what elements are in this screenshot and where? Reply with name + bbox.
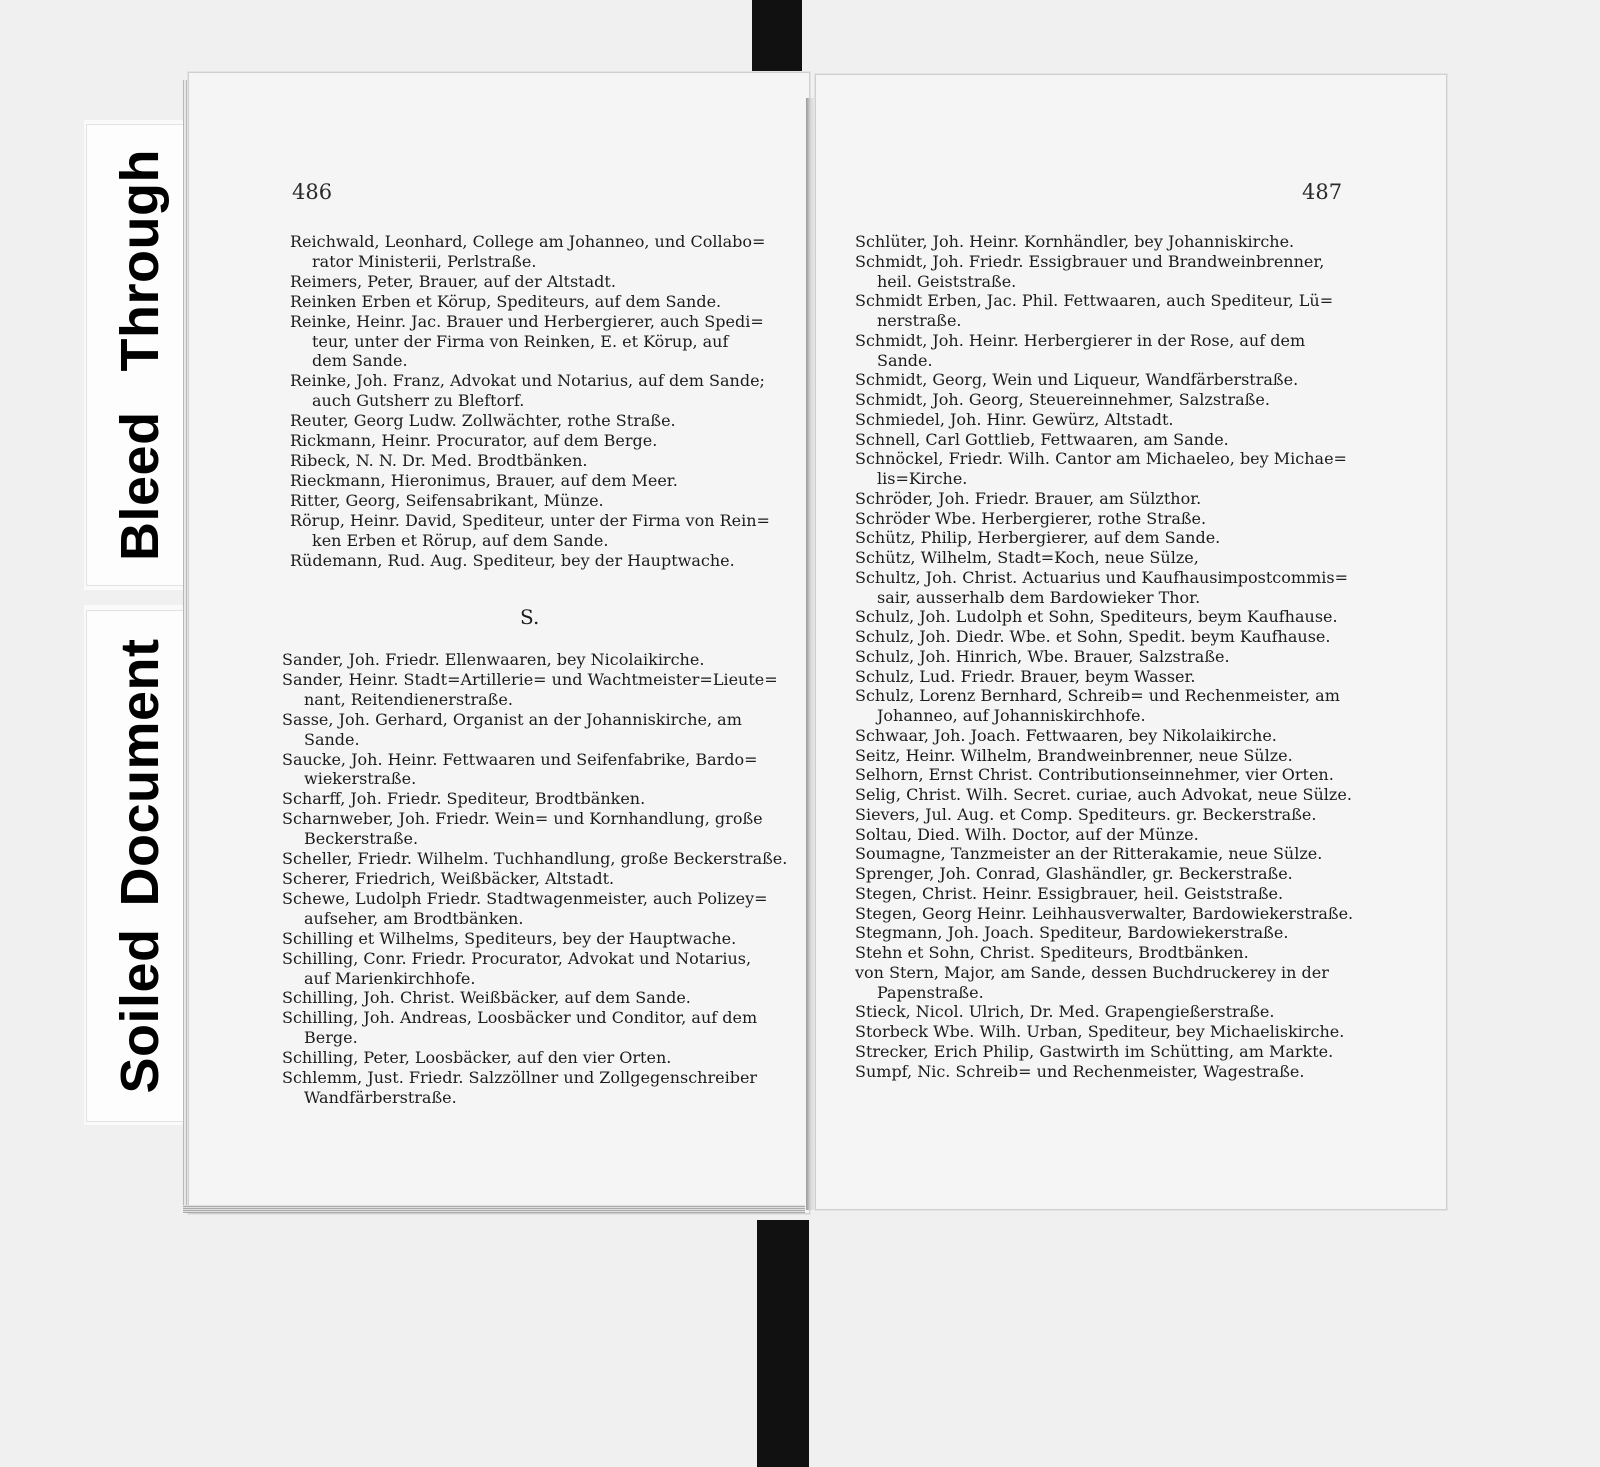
entry: Scherer, Friedrich, Weißbäcker, Altstadt. xyxy=(282,868,615,888)
soiled-document-label xyxy=(86,610,194,1122)
entry: auf Marienkirchhofe. xyxy=(304,968,476,988)
entry: Schütz, Wilhelm, Stadt=Koch, neue Sülze, xyxy=(855,548,1199,567)
entry: rator Ministerii, Perlstraße. xyxy=(312,251,537,271)
entry: Ribeck, N. N. Dr. Med. Brodtbänken. xyxy=(290,450,588,470)
entry: Schilling et Wilhelms, Spediteurs, bey der Hauptwache. xyxy=(282,928,737,948)
entry: Schnöckel, Friedr. Wilh. Cantor am Michaeleo, bey Michae= xyxy=(855,449,1347,469)
page-stack-bottom xyxy=(183,1205,805,1213)
entry: Stegen, Georg Heinr. Leihhausverwalter, Bardowiekerstraße. xyxy=(855,903,1354,923)
bleed-through-label xyxy=(86,124,194,586)
entry: sair, ausserhalb dem Bardowieker Thor. xyxy=(877,587,1201,607)
entry: Schilling, Conr. Friedr. Procurator, Advokat und Notarius, xyxy=(282,948,752,968)
entry: Schulz, Joh. Diedr. Wbe. et Sohn, Spedit. beym Kaufhause. xyxy=(855,627,1331,646)
entry: Schröder, Joh. Friedr. Brauer, am Sülzthor. xyxy=(855,488,1202,508)
entry: Schlemm, Just. Friedr. Salzzöllner und Zollgegenschreiber xyxy=(282,1068,758,1088)
entry: Sievers, Jul. Aug. et Comp. Spediteurs. gr. Beckerstraße. xyxy=(855,804,1317,824)
entry: Berge. xyxy=(304,1028,358,1048)
entry: Scheller, Friedr. Wilhelm. Tuchhandlung, große Beckerstraße. xyxy=(282,849,787,869)
entry: Rüdemann, Rud. Aug. Spediteur, bey der Hauptwache. xyxy=(290,550,735,570)
entry: Schilling, Joh. Andreas, Loosbäcker und Conditor, auf dem xyxy=(282,1008,758,1028)
entry: Schnell, Carl Gottlieb, Fettwaaren, am Sande. xyxy=(855,429,1229,449)
section-letter: S. xyxy=(520,605,540,629)
entry: Sasse, Joh. Gerhard, Organist an der Johanniskirche, am xyxy=(282,709,742,729)
entry: dem Sande. xyxy=(312,351,408,371)
right-entries xyxy=(855,232,1382,1081)
left-entries-top xyxy=(290,232,817,570)
entry: nant, Reitendienerstraße. xyxy=(304,689,513,709)
entry: Schultz, Joh. Christ. Actuarius und Kaufhausimpostcommis= xyxy=(855,567,1348,587)
entry: Schewe, Ludolph Friedr. Stadtwagenmeister, auch Polizey= xyxy=(282,888,768,908)
entry: aufseher, am Brodtbänken. xyxy=(304,908,524,928)
entry: Schlüter, Joh. Heinr. Kornhändler, bey Johanniskirche. xyxy=(855,232,1295,251)
entry: Reuter, Georg Ludw. Zollwächter, rothe Straße. xyxy=(290,411,676,431)
entry: Selhorn, Ernst Christ. Contributionseinnehmer, vier Orten. xyxy=(855,765,1334,785)
left-entries-bottom xyxy=(282,650,809,1108)
entry: Scharnweber, Joh. Friedr. Wein= und Kornhandlung, große xyxy=(282,809,763,829)
entry: wiekerstraße. xyxy=(304,769,417,789)
entry: Strecker, Erich Philip, Gastwirth im Schütting, am Markte. xyxy=(855,1041,1334,1061)
entry: Schmidt, Joh. Heinr. Herbergierer in der Rose, auf dem xyxy=(855,330,1306,350)
entry: lis=Kirche. xyxy=(877,469,968,488)
entry: Sander, Heinr. Stadt=Artillerie= und Wachtmeister=Lieute= xyxy=(282,669,778,689)
entry: auch Gutsherr zu Bleftorf. xyxy=(312,391,525,411)
entry: Schmidt, Joh. Georg, Steuereinnehmer, Salzstraße. xyxy=(855,390,1270,409)
entry: Ritter, Georg, Seifensabrikant, Münze. xyxy=(290,490,604,510)
entry: von Stern, Major, am Sande, dessen Buchdruckerey in der xyxy=(855,962,1329,982)
entry: Beckerstraße. xyxy=(304,829,419,849)
entry: ken Erben et Rörup, auf dem Sande. xyxy=(312,530,609,550)
entry: Schulz, Lud. Friedr. Brauer, beym Wasser. xyxy=(855,666,1196,686)
entry: Saucke, Joh. Heinr. Fettwaaren und Seifenfabrike, Bardo= xyxy=(282,749,758,769)
entry: Soltau, Died. Wilh. Doctor, auf der Münze. xyxy=(855,824,1199,844)
entry: Schulz, Lorenz Bernhard, Schreib= und Rechenmeister, am xyxy=(855,686,1340,706)
entry: Stehn et Sohn, Christ. Spediteurs, Brodtbänken. xyxy=(855,943,1249,962)
right-page-number: 487 xyxy=(1302,180,1343,204)
entry: Schmidt, Joh. Friedr. Essigbrauer und Brandweinbrenner, xyxy=(855,251,1325,271)
left-page-number: 486 xyxy=(292,180,333,204)
entry: Schulz, Joh. Hinrich, Wbe. Brauer, Salzstraße. xyxy=(855,646,1230,666)
entry: Sprenger, Joh. Conrad, Glashändler, gr. Beckerstraße. xyxy=(855,864,1293,883)
label-soiled: Soiled xyxy=(110,928,170,1094)
entry: nerstraße. xyxy=(877,311,962,330)
entry: Johanneo, auf Johanniskirchhofe. xyxy=(877,706,1146,725)
entry: Schmidt Erben, Jac. Phil. Fettwaaren, auch Spediteur, Lü= xyxy=(855,291,1334,311)
entry: Sande. xyxy=(877,350,933,370)
entry: Sumpf, Nic. Schreib= und Rechenmeister, Wagestraße. xyxy=(855,1061,1305,1081)
entry: Scharff, Joh. Friedr. Spediteur, Brodtbänken. xyxy=(282,789,646,809)
entry: Reinke, Heinr. Jac. Brauer und Herbergierer, auch Spedi= xyxy=(290,311,764,331)
entry: Rörup, Heinr. David, Spediteur, unter der Firma von Rein= xyxy=(290,510,770,530)
entry: Wandfärberstraße. xyxy=(304,1087,457,1107)
entry: Rickmann, Heinr. Procurator, auf dem Berge. xyxy=(290,431,658,451)
entry: Sande. xyxy=(304,729,360,749)
entry: teur, unter der Firma von Reinken, E. et Körup, auf xyxy=(312,331,729,351)
scanner-strip-bottom xyxy=(757,1220,809,1467)
entry: Stieck, Nicol. Ulrich, Dr. Med. Grapengießerstraße. xyxy=(855,1002,1275,1022)
entry: Reinken Erben et Körup, Spediteurs, auf dem Sande. xyxy=(290,291,722,311)
entry: Reimers, Peter, Brauer, auf der Altstadt. xyxy=(290,271,616,291)
entry: Sander, Joh. Friedr. Ellenwaaren, bey Nicolaikirche. xyxy=(282,650,705,669)
entry: Stegen, Christ. Heinr. Essigbrauer, heil. Geiststraße. xyxy=(855,883,1284,903)
entry: Reichwald, Leonhard, College am Johanneo, und Collabo= xyxy=(290,232,766,251)
entry: Schwaar, Joh. Joach. Fettwaaren, bey Nikolaikirche. xyxy=(855,725,1277,745)
label-through: Through xyxy=(110,149,170,372)
entry: Soumagne, Tanzmeister an der Ritterakamie, neue Sülze. xyxy=(855,844,1323,864)
entry: Schröder Wbe. Herbergierer, rothe Straße. xyxy=(855,508,1207,528)
entry: Rieckmann, Hieronimus, Brauer, auf dem Meer. xyxy=(290,470,678,490)
entry: Selig, Christ. Wilh. Secret. curiae, auch Advokat, neue Sülze. xyxy=(855,785,1352,804)
entry: Schilling, Joh. Christ. Weißbäcker, auf dem Sande. xyxy=(282,988,691,1008)
entry: Stegmann, Joh. Joach. Spediteur, Bardowiekerstraße. xyxy=(855,923,1289,943)
entry: heil. Geiststraße. xyxy=(877,271,1017,291)
entry: Papenstraße. xyxy=(877,982,984,1002)
entry: Schütz, Philip, Herbergierer, auf dem Sande. xyxy=(855,528,1221,548)
label-document: Document xyxy=(110,638,170,907)
entry: Storbeck Wbe. Wilh. Urban, Spediteur, bey Michaeliskirche. xyxy=(855,1022,1345,1041)
entry: Schilling, Peter, Loosbäcker, auf den vier Orten. xyxy=(282,1048,672,1068)
label-bleed: Bleed xyxy=(110,411,170,561)
entry: Reinke, Joh. Franz, Advokat und Notarius, auf dem Sande; xyxy=(290,371,765,391)
entry: Schulz, Joh. Ludolph et Sohn, Spediteurs, beym Kaufhause. xyxy=(855,607,1338,627)
entry: Schmidt, Georg, Wein und Liqueur, Wandfärberstraße. xyxy=(855,370,1299,390)
entry: Seitz, Heinr. Wilhelm, Brandweinbrenner, neue Sülze. xyxy=(855,745,1293,765)
entry: Schmiedel, Joh. Hinr. Gewürz, Altstadt. xyxy=(855,409,1174,429)
